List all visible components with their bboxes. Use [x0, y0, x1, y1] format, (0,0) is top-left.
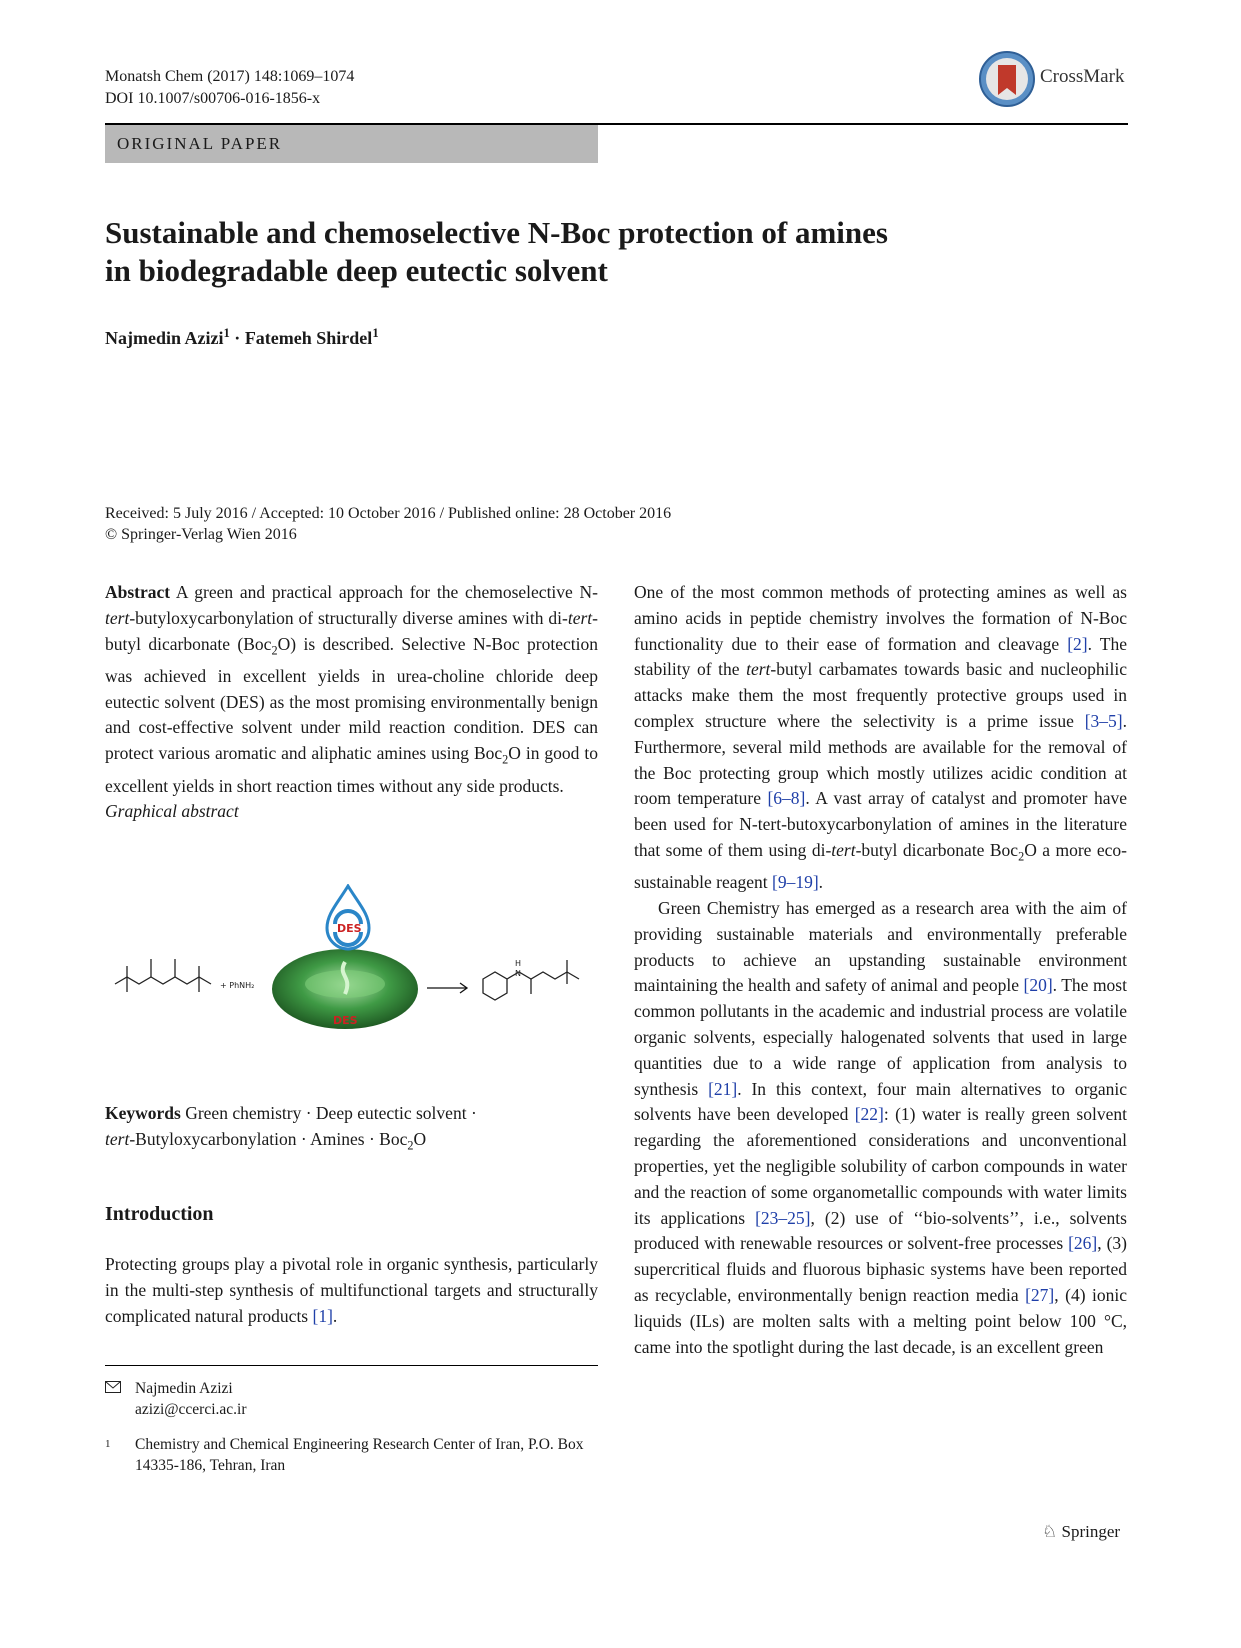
keyword: -Butyloxycarbonylation: [129, 1129, 297, 1149]
graphical-abstract-figure: [105, 884, 598, 1044]
body-text: -butyl dicarbonate Boc: [855, 839, 1019, 860]
reagent-label: + PhNH₂: [220, 981, 255, 990]
abstract-text-part: A green and practical approach for the chemoselective N-: [170, 582, 598, 602]
abstract-text: [105, 580, 598, 799]
citation-link[interactable]: [26]: [1068, 1233, 1098, 1254]
crossmark-badge[interactable]: [978, 50, 1128, 108]
citation-link[interactable]: [27]: [1025, 1285, 1055, 1306]
body-paragraph: [634, 580, 1127, 896]
citation-link[interactable]: [6–8]: [767, 788, 806, 809]
publication-dates: [105, 503, 671, 545]
keyword: Green chemistry: [185, 1103, 302, 1123]
journal-citation: Monatsh Chem (2017) 148:1069–1074: [105, 68, 355, 85]
section-heading: Introduction: [105, 1203, 214, 1225]
body-text: , (3) supercritical fluids and fluorous biphasic systems have been reported as recyclable, environmentally benign reaction media: [634, 1233, 1127, 1306]
keyword: Deep eutectic solvent: [315, 1103, 467, 1123]
title-line-2: in biodegradable deep eutectic solvent: [105, 253, 608, 288]
body-text: . In this context, four main alternatives to organic solvents have been developed: [634, 1078, 1127, 1125]
citation-link[interactable]: [22]: [854, 1104, 884, 1125]
springer-knight-icon: ♘: [1042, 1522, 1058, 1541]
affiliation-text: Chemistry and Chemical Engineering Research Center of Iran, P.O. Box 14335-186, Tehran, Iran: [135, 1436, 584, 1474]
nh-n-label: N: [515, 969, 521, 978]
contact-footnote: [105, 1378, 598, 1420]
graphical-abstract-label: Graphical abstract: [105, 801, 239, 822]
subscript: 2: [271, 643, 278, 658]
affiliation-number: 1: [105, 1438, 111, 1450]
keywords-heading: Keywords: [105, 1103, 181, 1123]
des-label: DES: [337, 922, 362, 935]
body-text: -butyl carbamates towards basic and nucleophilic attacks make them the most frequently protective groups used in complex structure where the selectivity is a prime issue: [634, 659, 1127, 731]
keyword-separator: ·: [301, 1103, 316, 1123]
abstract-italic: tert: [105, 607, 130, 628]
abstract-text-part: -butyloxycarbonylation of structurally diverse amines with di-: [129, 607, 568, 628]
abstract-text-part: O in good to excellent yields in short reaction times without any side products.: [105, 743, 598, 796]
body-text: , (4) ionic liquids (ILs) are molten salts with a melting point below 100 °C, came into the spotlight during the last decade, is an excellent green: [634, 1285, 1127, 1357]
keyword-italic: tert: [105, 1129, 130, 1149]
body-text: , (2) use of ‘‘bio-solvents’’, i.e., solvents produced with renewable resources or solvent-free processes: [634, 1207, 1127, 1254]
envelope-icon: [105, 1378, 121, 1399]
boc2o-structure: [115, 959, 211, 992]
recycle-drop-icon: [327, 886, 369, 949]
author-name[interactable]: Fatemeh Shirdel: [244, 328, 373, 348]
body-italic: tert: [831, 839, 856, 860]
contact-email[interactable]: azizi@ccerci.ac.ir: [135, 1401, 247, 1418]
publisher-name: Springer: [1061, 1522, 1121, 1541]
body-text: .: [818, 872, 824, 893]
journal-header: [105, 66, 354, 110]
crossmark-label: CrossMark: [1040, 66, 1125, 87]
keyword-separator: ·: [466, 1103, 477, 1123]
abstract-text-part: O) is described. Selective N-Boc protection was achieved in excellent yields in urea-choline chloride deep eutectic solvent (DES) as the most promising environmentally benign and cost-effective solvent under mild reaction condition. DES can protect various aromatic and aliphatic amines using Boc: [105, 633, 598, 764]
subscript: 2: [407, 1138, 414, 1153]
citation-link[interactable]: [1]: [312, 1305, 333, 1326]
body-text: . The most common pollutants in the academic and industrial process are volatile organic solvents, especially halogenated solvents that used in large quantities due to a wide range of application from analysis to synthesis: [634, 975, 1127, 1099]
author-name[interactable]: Najmedin Azizi: [105, 328, 224, 348]
body-text: . Furthermore, several mild methods are available for the removal of the Boc protecting group which mostly utilizes acidic condition at room temperature: [634, 710, 1127, 809]
right-column: [634, 580, 1127, 1360]
abstract-text-part: -butyl dicarbonate (Boc: [105, 607, 598, 654]
footnotes: [105, 1378, 598, 1476]
abstract-italic: tert: [567, 607, 593, 628]
contact-name: Najmedin Azizi: [135, 1380, 233, 1397]
copyright: © Springer-Verlag Wien 2016: [105, 526, 297, 543]
paper-title: [105, 214, 1005, 290]
author-list: [105, 326, 379, 349]
body-text: . A vast array of catalyst and promoter have been used for N-tert-butoxycarbonylation of amines in the literature that some of them using di-: [634, 788, 1127, 860]
keyword-separator: ·: [296, 1129, 311, 1149]
subscript: 2: [1018, 849, 1025, 864]
keyword: O: [413, 1129, 427, 1149]
citation-link[interactable]: [3–5]: [1084, 710, 1123, 731]
citation-link[interactable]: [2]: [1067, 633, 1088, 654]
affiliation-mark: 1: [372, 326, 379, 340]
abstract-heading: Abstract: [105, 582, 171, 602]
abstract-block: [105, 580, 598, 825]
body-text: O a more eco-sustainable reagent: [634, 839, 1127, 893]
author-separator: ·: [234, 328, 241, 348]
publisher-logo: [1042, 1522, 1120, 1542]
footnote-rule: [105, 1365, 598, 1366]
citation-link[interactable]: [9–19]: [772, 872, 819, 893]
body-text: One of the most common methods of protecting amines as well as amino acids in peptide chemistry involves the formation of N-Boc functionality due to their ease of formation and cleavage: [634, 582, 1127, 654]
body-paragraph: [634, 896, 1127, 1360]
history-dates: Received: 5 July 2016 / Accepted: 10 October 2016 / Published online: 28 October 2016: [105, 505, 672, 522]
affiliation-mark: 1: [223, 326, 230, 340]
body-text: : (1) water is really green solvent regarding the aforementioned considerations and unconventional properties, yet the negligible solubility of carbon compounds in water and the reaction of some organometallic compounds with water limits its applications: [634, 1104, 1127, 1228]
section-banner: ORIGINAL PAPER: [105, 125, 598, 163]
des-label-bowl: DES: [333, 1014, 358, 1027]
body-text: . The stability of the: [634, 633, 1127, 680]
body-text: Green Chemistry has emerged as a research area with the aim of providing sustainable materials and environmentally preferable products to achieve an upstanding sustainable environment maintaining the health and safety of animal and people: [634, 898, 1127, 996]
product-structure: [483, 960, 579, 1000]
keyword: Boc: [379, 1129, 408, 1149]
intro-text: .: [332, 1305, 338, 1326]
citation-link[interactable]: [21]: [708, 1078, 738, 1099]
reaction-arrow: [427, 983, 467, 993]
citation-link[interactable]: [20]: [1023, 975, 1053, 996]
affiliation-footnote: [105, 1434, 598, 1476]
reaction-scheme: [105, 884, 598, 1044]
title-line-1: Sustainable and chemoselective N-Boc protection of amines: [105, 215, 888, 250]
nh-h-label: H: [515, 959, 522, 968]
keywords: [105, 1100, 598, 1159]
keyword: Amines: [310, 1129, 365, 1149]
intro-paragraph: [105, 1252, 598, 1329]
doi[interactable]: DOI 10.1007/s00706-016-1856-x: [105, 90, 321, 107]
body-italic: tert: [746, 659, 771, 680]
citation-link[interactable]: [23–25]: [755, 1207, 811, 1228]
keyword-separator: ·: [364, 1129, 380, 1149]
subscript: 2: [502, 752, 509, 767]
intro-text: Protecting groups play a pivotal role in organic synthesis, particularly in the multi-step synthesis of multifunctional targets and structurally complicated natural products: [105, 1254, 598, 1326]
crossmark-icon: [978, 50, 1036, 108]
